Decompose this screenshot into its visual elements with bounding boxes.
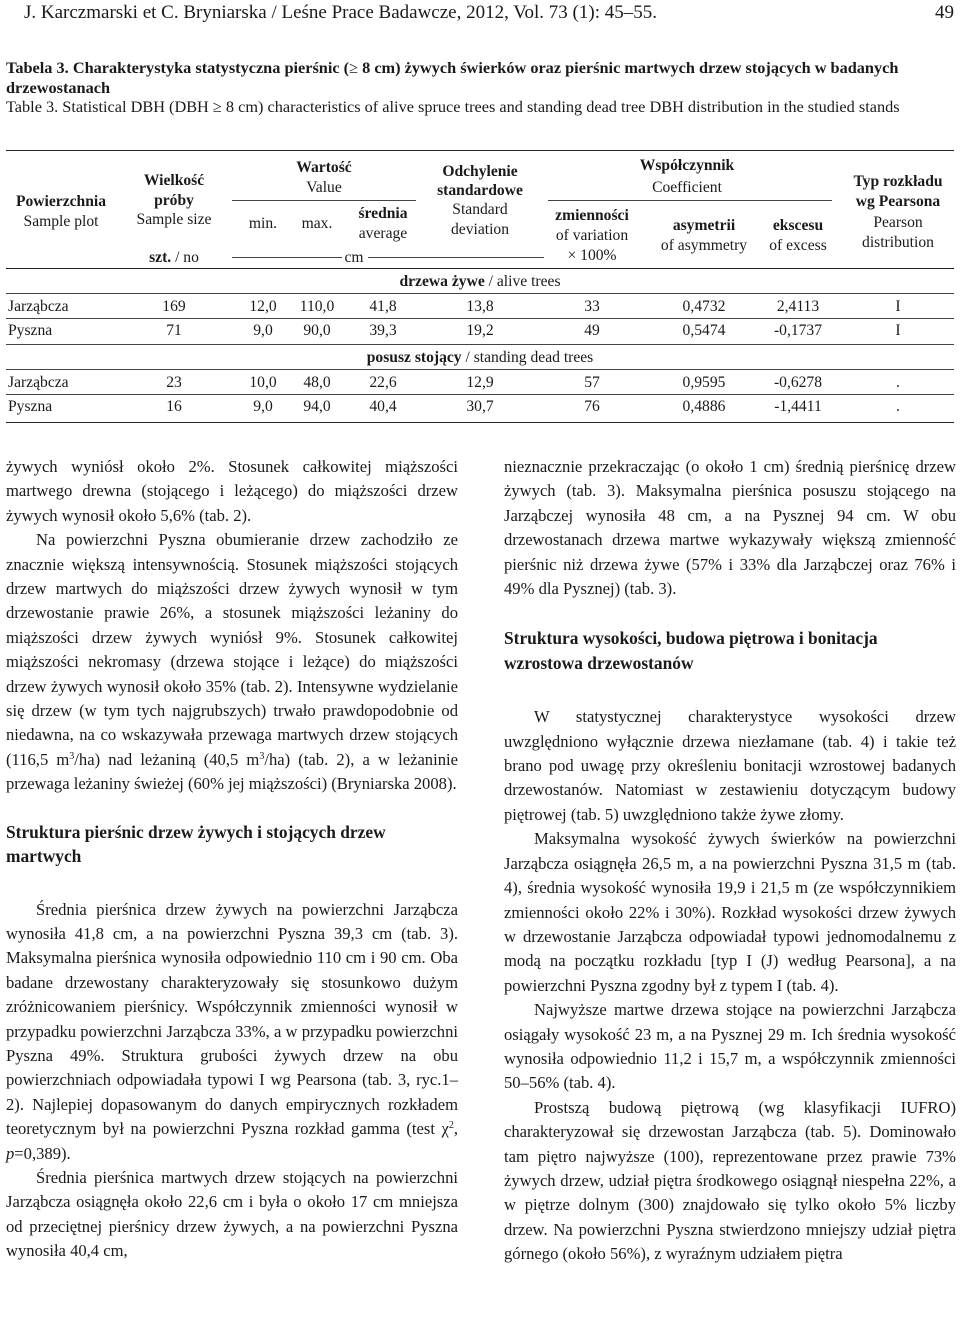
group-label-alive: drzewa żywe / alive trees (399, 273, 561, 290)
header-plot-pl: Powierzchnia (15, 193, 107, 210)
header-value-en: Value (306, 179, 342, 196)
header-kurt-pl: ekscesu (772, 217, 824, 234)
citation: J. Karczmarski et C. Bryniarska / Leśne Prace Badawcze, 2012, Vol. 73 (1): 45–55. (24, 2, 657, 23)
header-bottom-rule (6, 268, 954, 269)
header-var-pl: zmienności (555, 207, 629, 224)
paragraph: Średnia pierśnica martwych drzew stojących na powierzchni Jarząbcza osiągnęła około 22,6 cm i była o około 17 cm mniejsza od przeciętnej pierśnicy drzew żywych, a na powierzchni Pyszna wynosiła 40,4 cm, (6, 1167, 458, 1261)
group-label-dead: posusz stojący / standing dead trees (366, 349, 594, 366)
paragraph: W statystycznej charakterystyce wysokości drzew uwzględniono wyłącznie drzewa niezłamane (tab. 4) i takie też brano pod uwagę przy określeniu bonitacji wzrostowej badanych drzewostanów. Natomiast w zestawieniu dotyczącym budowy piętrowej (tab. 5) uwzględniono także żywe złomy. (504, 707, 956, 824)
running-header (0, 2, 960, 30)
header-sd-pl2: standardowe (437, 182, 523, 199)
geq-symbol: ≥ (212, 97, 222, 117)
header-kurt-en: of excess (769, 237, 827, 254)
unit-percent: × 100% (567, 247, 617, 264)
row-rule (6, 318, 954, 319)
page-number: 49 (935, 2, 954, 23)
paragraph: Średnia pierśnica drzew żywych na powierzchni Jarząbcza wynosiła 41,8 cm, a na powierzchni Pyszna 39,3 cm (tab. 3). Maksymalna pierśnica wynosiła odpowiednio 110 cm i 90 cm. Oba badane drzewostany charakteryzowały się stosunkowo dużym zróżnicowaniem pierśnicy. Współczynnik zmienności wynosił w przypadku powierzchni Jarząbcza 33%, a w przypadku powierzchni Pyszna 49%. Struktura grubości żywych drzew na obu powierzchniach odpowiadała typowi I wg Pearsona (tab. 3, ryc.1–2). Najlepiej dopasowanym do danych empirycznych rozkładem teoretycznym był na powierzchni Pyszna rozkład gamma (test $\chi^2$, p=0,389). (6, 899, 458, 1163)
header-dist-en2: distribution (862, 234, 934, 251)
group-rule (6, 293, 954, 294)
paragraph: żywych wyniósł około 2%. Stosunek całkowitej miąższości martwego drewna (stojącego i leżącego) do miąższości drzew żywych wynosił około 5,6% (tab. 2). (6, 457, 458, 525)
group-rule (6, 369, 954, 370)
unit-count: szt. / no (149, 249, 199, 266)
row-rule (6, 394, 954, 395)
section-heading-dbh: Struktura pierśnic drzew żywych i stojących drzew martwych (6, 821, 386, 867)
table-caption (6, 58, 946, 117)
unit-cm: cm (344, 249, 364, 266)
table-bottom-rule (6, 422, 954, 423)
header-asym-en: of asymmetry (660, 237, 748, 254)
header-sd-en2: deviation (450, 221, 510, 238)
header-var-en: of variation (555, 227, 629, 244)
coef-subrule (548, 200, 832, 201)
header-max: max. (301, 215, 333, 232)
header-coef-pl: Współczynnik (639, 157, 735, 174)
paragraph: nieznacznie przekraczając (o około 1 cm) średnią pierśnicę drzew żywych (tab. 3). Maksymalna pierśnica posuszu stojącego na Jarząbczej wynosiła 48 cm, a na Pysznej 94 cm. W obu drzewostanach drzewa martwe wykazywały większą zmienność pierśnic niż drzewa żywe (57% i 33% dla Jarząbczej oraz 76% i 49% dla Pysznej) (tab. 3). (504, 457, 956, 599)
body-left-column (6, 455, 458, 1264)
header-dist-en1: Pearson (873, 214, 923, 231)
cm-rule-left (232, 257, 342, 258)
header-sd-pl1: Odchylenie (442, 163, 518, 180)
geq-symbol: ≥ (349, 58, 359, 77)
row-rule (6, 344, 954, 345)
header-size-en: Sample size (136, 211, 212, 228)
paragraph: Na powierzchni Pyszna obumieranie drzew zachodziło ze znacznie większą intensywnością. Stosunek miąższości stojących drzew martwych do miąższości drzew żywych wynosił w tym drzewostanie prawie 26%, a stosunek miąższości leżaniny do miąższości drzew żywych wyniósł 9%. Stosunek całkowitej miąższości nekromasy (drzewa stojące i leżące) do miąższości drzew żywych wynosił około 35% (tab. 2). Intensywne wydzielanie się drzew (w tym tych najgrubszych) trwało prawdopodobnie od niedawna, na co wskazywała przewaga martwych drzew stojących (116,5 $m^3/ha$) nad leżaniną (40,5 $m^3/ha$) (tab. 2), a w leżaninie przewaga leżaniny świeżej (60% jej miąższości) (Bryniarska 2008). (6, 530, 458, 794)
header-mean-pl: średnia (358, 205, 408, 222)
header-plot-en: Sample plot (23, 213, 99, 230)
value-subrule (232, 200, 416, 201)
cm-rule-right (368, 257, 544, 258)
caption-polish: Tabela 3. Charakterystyka statystyczna pierśnic (≥ 8 cm) żywych świerków oraz pierśnic martwych drzew stojących w badanych drzewostanach (6, 58, 899, 97)
header-coef-en: Coefficient (652, 179, 722, 196)
header-dist-pl2: wg Pearsona (855, 193, 941, 210)
paragraph: Najwyższe martwe drzewa stojące na powierzchni Jarząbcza osiągały wysokość 23 m, a na Pysznej 29 m. Ich średnia wysokość wynosiła odpowiednio 11,2 i 15,7 m, a współczynnik zmienności 50–56% (tab. 4). (504, 1000, 956, 1093)
paragraph: Maksymalna wysokość żywych świerków na powierzchni Jarząbcza osiągnęła 26,5 m, a na powierzchni Pyszna 31,5 m (tab. 4), średnia wysokość wynosiła 19,9 i 21,5 m (ze współczynnikiem zmienności około 22% i 30%). Rozkład wysokości drzew żywych w drzewostanie Jarząbcza odpowiadał typowi jednomodalnemu z modą na początku rozkładu [typ I (J) według Pearsona], a na powierzchni Pyszna zgodny był z typem I (tab. 4). (504, 829, 956, 995)
body-right-column (504, 455, 956, 1267)
header-dist-pl1: Typ rozkładu (853, 173, 943, 190)
header-mean-en: average (358, 225, 408, 242)
paragraph: Prostszą budową piętrową (wg klasyfikacji IUFRO) charakteryzował się drzewostan Jarząbcza (tab. 5). Dominowało tam piętro najwyższe (100), reprezentowane przez prawie 73% żywych drzew, udział piętra środkowego osiągnął niespełna 22%, a w piętrze dolnym (300) znajdowało się tylko około 5% liczby drzew. Na powierzchni Pyszna stwierdzono mniejszy udział piętra górnego (około 56%), z wyraźnym udziałem piętra (504, 1097, 956, 1264)
caption-english: Table 3. Statistical DBH (DBH ≥ 8 cm) characteristics of alive spruce trees and standing dead tree DBH distribution in the studied stands (6, 97, 900, 117)
header-size-pl2: próby (154, 192, 194, 209)
table-top-rule (6, 150, 954, 151)
header-asym-pl: asymetrii (672, 217, 736, 234)
header-sd-en1: Standard (452, 201, 508, 218)
section-heading-height: Struktura wysokości, budowa piętrowa i bonitacja wzrostowa drzewostanów (504, 628, 878, 673)
header-value-pl: Wartość (296, 159, 352, 176)
header-min: min. (248, 215, 278, 232)
header-size-pl1: Wielkość (143, 172, 205, 189)
